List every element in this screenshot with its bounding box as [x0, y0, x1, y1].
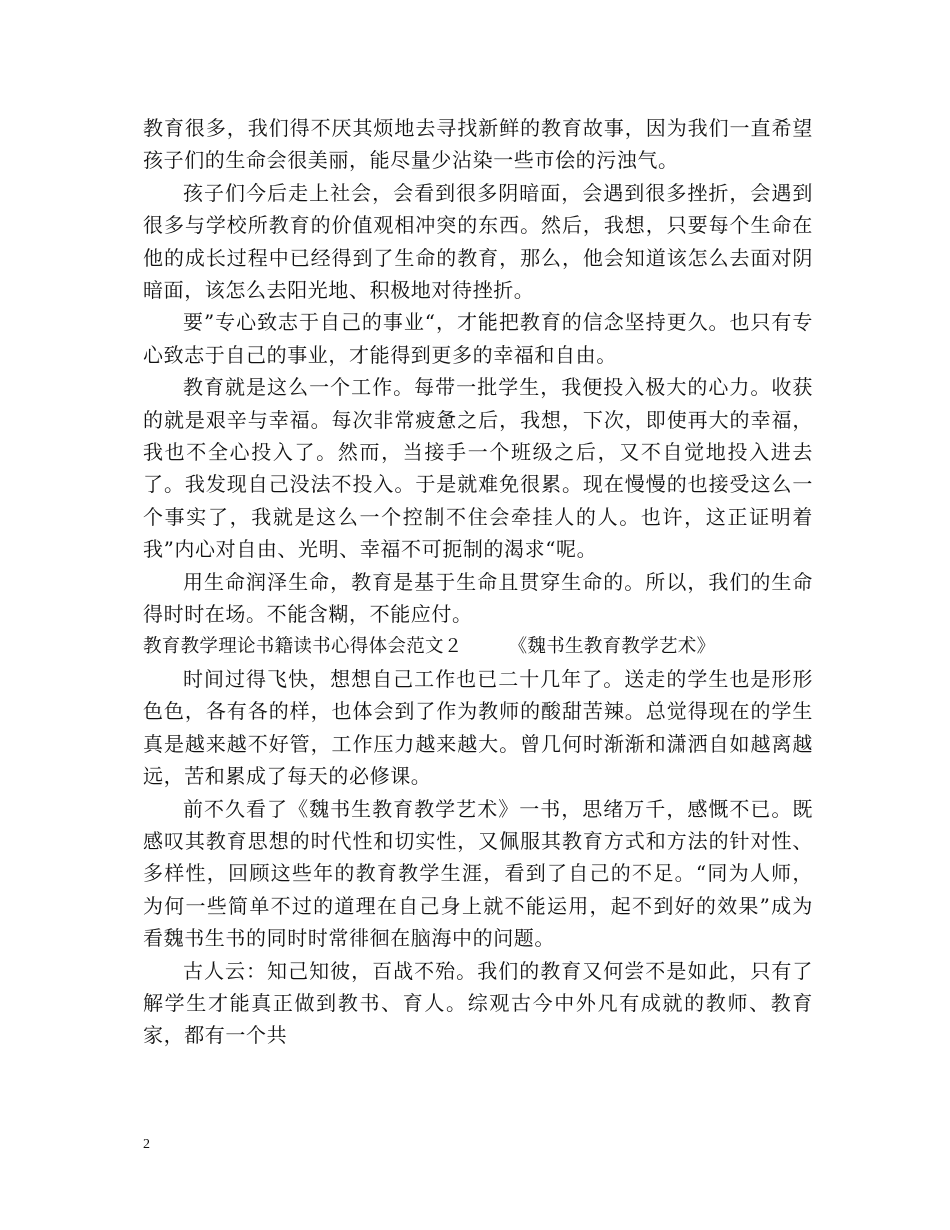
- section-heading-book: 《魏书生教育教学艺术》: [508, 635, 716, 657]
- paragraph-2: 孩子们今后走上社会，会看到很多阴暗面，会遇到很多挫折，会遇到很多与学校所教育的价值观相冲突的东西。然后，我想，只要每个生命在他的成长过程中已经得到了生命的教育，那么，他会知道该怎么去面对阴暗面，该怎么去阳光地、积极地对待挫折。: [143, 180, 813, 303]
- document-body: [143, 112, 813, 1052]
- paragraph-7: 前不久看了《魏书生教育教学艺术》一书，思绪万千，感慨不已。既感叹其教育思想的时代性和切实性，又佩服其教育方式和方法的针对性、多样性，回顾这些年的教育教学生涯，看到了自己的不足。“同为人师，为何一些简单不过的道理在自己身上就不能运用，起不到好的效果”成为看魏书生书的同时时常徘徊在脑海中的问题。: [143, 796, 813, 951]
- paragraph-1: 教育很多，我们得不厌其烦地去寻找新鲜的教育故事，因为我们一直希望孩子们的生命会很美丽，能尽量少沾染一些市侩的污浊气。: [143, 116, 813, 173]
- section-heading-title: 教育教学理论书籍读书心得体会范文２: [143, 635, 463, 657]
- paragraph-4: 教育就是这么一个工作。每带一批学生，我便投入极大的心力。收获的就是艰辛与幸福。每次非常疲惫之后，我想，下次，即使再大的幸福，我也不全心投入了。然而，当接手一个班级之后，又不自觉地投入进去了。我发现自己没法不投入。于是就难免很累。现在慢慢的也接受这么一个事实了，我就是这么一个控制不住会牵挂人的人。也许，这正证明着我”内心对自由、光明、幸福不可扼制的渴求“呢。: [143, 375, 813, 562]
- paragraph-8: 古人云：知己知彼，百战不殆。我们的教育又何尝不是如此，只有了解学生才能真正做到教书、育人。综观古今中外凡有成就的教师、教育家，都有一个共: [143, 958, 813, 1048]
- paragraph-5: 用生命润泽生命，教育是基于生命且贯穿生命的。所以，我们的生命得时时在场。不能含糊，不能应付。: [143, 569, 813, 627]
- page-number: 2: [143, 1137, 150, 1152]
- section-heading: [143, 631, 813, 663]
- paragraph-6: 时间过得飞快，想想自己工作也已二十几年了。送走的学生也是形形色色，各有各的样，也体会到了作为教师的酸甜苦辣。总觉得现在的学生真是越来越不好管，工作压力越来越大。曾几何时渐渐和潇洒自如越离越远，苦和累成了每天的必修课。: [143, 666, 813, 789]
- paragraph-3: 要”专心致志于自己的事业“，才能把教育的信念坚持更久。也只有专心致志于自己的事业，才能得到更多的幸福和自由。: [143, 310, 813, 367]
